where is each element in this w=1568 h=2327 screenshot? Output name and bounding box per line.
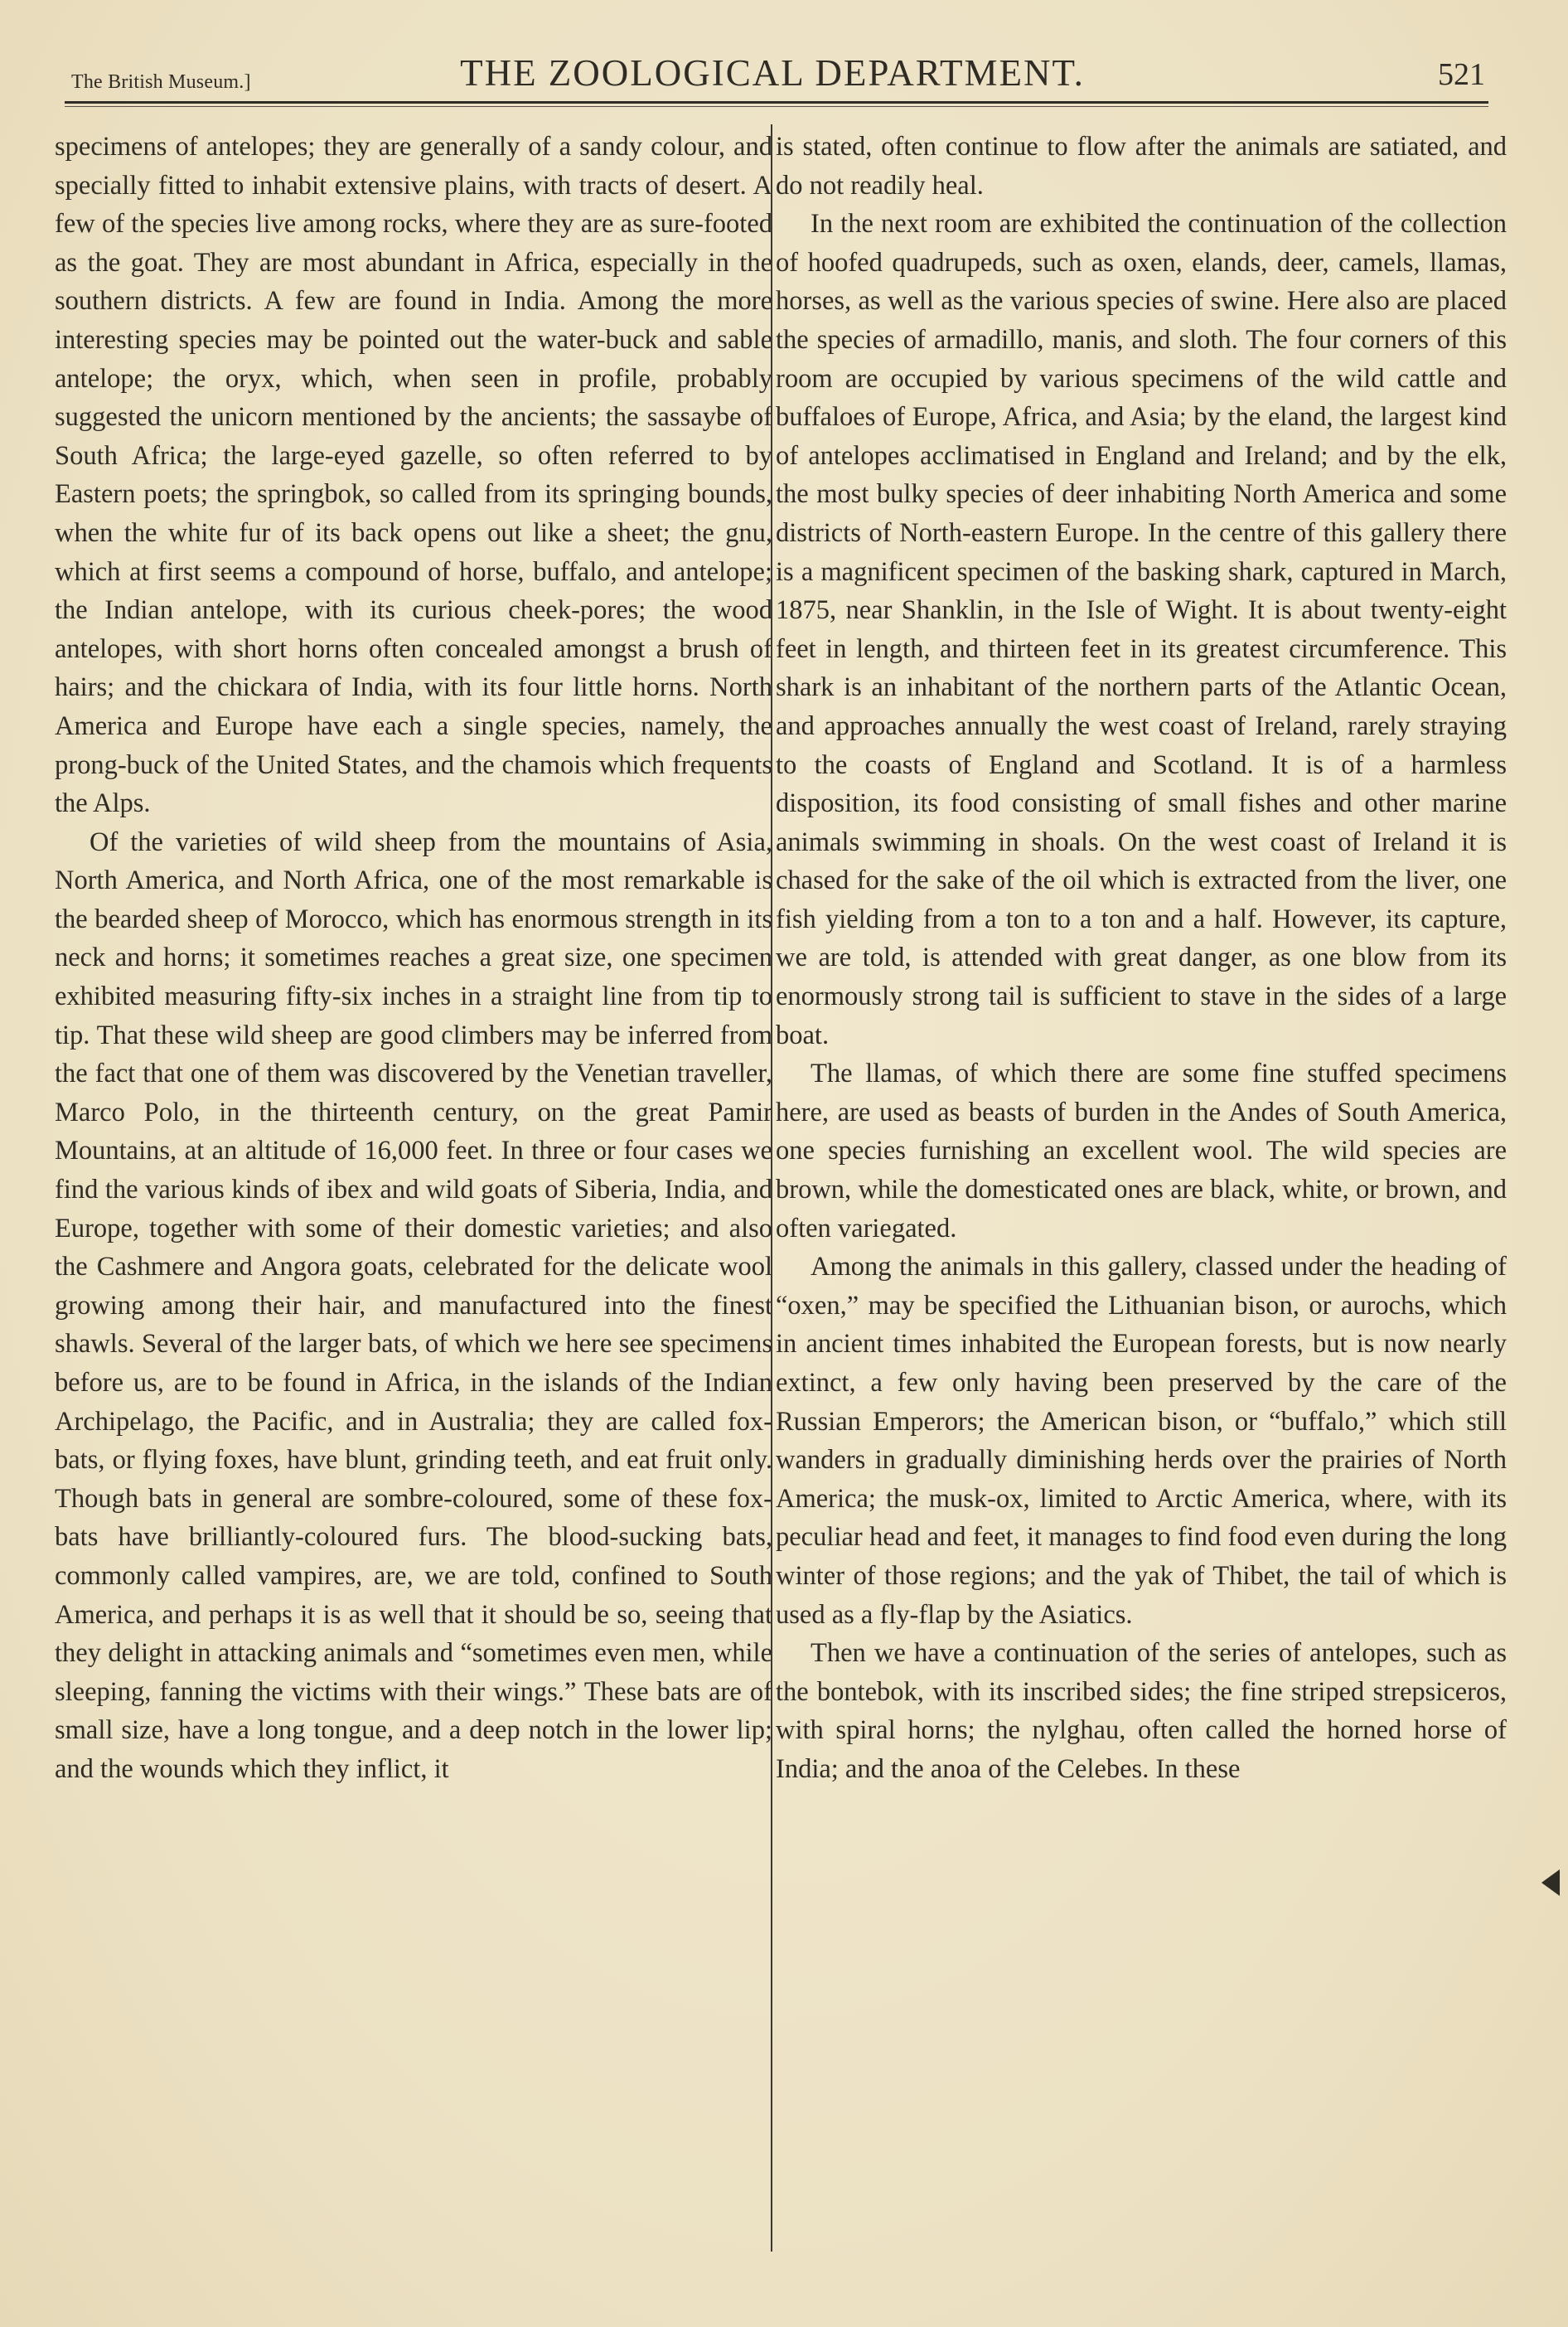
left-column <box>55 128 772 1789</box>
paragraph: specimens of antelopes; they are generally of a sandy colour, and specially fitted to inhabit extensive plains, with tracts of desert. A few of the species live among rocks, where they are as sure-footed as the goat. They are most abundant in Africa, especially in the southern districts. A few are found in India. Among the more interesting species may be pointed out the water-buck and sable antelope; the oryx, which, when seen in profile, probably suggested the unicorn mentioned by the ancients; the sassaybe of South Africa; the large-eyed gazelle, so often referred to by Eastern poets; the springbok, so called from its springing bounds, when the white fur of its back opens out like a sheet; the gnu, which at first seems a compound of horse, buffalo, and antelope; the Indian antelope, with its curious cheek-pores; the wood antelopes, with short horns often concealed amongst a brush of hairs; and the chickara of India, with its four little horns. North America and Europe have each a single species, namely, the prong-buck of the United States, and the chamois which frequents the Alps. <box>55 132 772 819</box>
header-rule-thin <box>65 106 1488 107</box>
paragraph: In the next room are exhibited the continuation of the collection of hoofed quadrupeds, such as oxen, elands, deer, camels, llamas, horses, as well as the various species of swine. Here also are placed the species of armadillo, manis, and sloth. The four corners of this room are occupied by various specimens of the wild cattle and buffaloes of Europe, Africa, and Asia; by the eland, the largest kind of antelopes acclimatised in England and Ireland; and by the elk, the most bulky species of deer inhabiting North America and some districts of North-eastern Europe. In the centre of this gallery there is a magnificent specimen of the basking shark, captured in March, 1875, near Shanklin, in the Isle of Wight. It is about twenty-eight feet in length, and thirteen feet in its greatest circumference. This shark is an inhabitant of the northern parts of the Atlantic Ocean, and approaches annually the west coast of Ireland, rarely straying to the coasts of England and Scotland. It is of a harmless disposition, its food consisting of small fishes and other marine animals swimming in shoals. On the west coast of Ireland it is chased for the sake of the oil which is extracted from the liver, one fish yielding from a ton to a ton and a half. However, its capture, we are told, is attended with great danger, as one blow from its enormously strong tail is sufficient to stave in the sides of a large boat. <box>776 209 1507 1050</box>
column-divider <box>771 124 772 2252</box>
margin-tab-icon <box>1541 1869 1560 1896</box>
right-column <box>776 128 1507 1789</box>
header-title: THE ZOOLOGICAL DEPARTMENT. <box>460 52 1085 94</box>
running-header <box>60 51 1485 101</box>
page-number: 521 <box>1438 57 1485 92</box>
paragraph: Of the varieties of wild sheep from the mountains of Asia, North America, and North Africa, one of the most remarkable is the bearded sheep of Morocco, which has enormous strength in its neck and horns; it sometimes reaches a great size, one specimen exhibited measuring fifty-six inches in a straight line from tip to tip. That these wild sheep are good climbers may be inferred from the fact that one of them was discovered by the Venetian traveller, Marco Polo, in the thirteenth century, on the great Pamir Mountains, at an altitude of 16,000 feet. In three or four cases we find the various kinds of ibex and wild goats of Siberia, India, and Europe, together with some of their domestic varieties; and also the Cashmere and Angora goats, celebrated for the delicate wool growing among their hair, and manufactured into the finest shawls. Several of the larger bats, of which we here see specimens before us, are to be found in Africa, in the islands of the Indian Archipelago, the Pacific, and in Australia; they are called fox-bats, or flying foxes, have blunt, grinding teeth, and eat fruit only. Though bats in general are sombre-coloured, some of these fox-bats have brilliantly-coloured furs. The blood-sucking bats, commonly called vampires, are, we are told, confined to South America, and perhaps it is as well that it should be so, seeing that they delight in attacking animals and “sometimes even men, while sleeping, fanning the victims with their wings.” These bats are of small size, have a long tongue, and a deep notch in the lower lip; and the wounds which they inflict, it <box>55 827 772 1784</box>
header-rule <box>65 101 1488 104</box>
paragraph: Among the animals in this gallery, classed under the heading of “oxen,” may be specified the Lithuanian bison, or aurochs, which in ancient times inhabited the European forests, but is now nearly extinct, a few only having been preserved by the care of the Russian Emperors; the American bison, or “buffalo,” which still wanders in gradually diminishing herds over the prairies of North America; the musk-ox, limited to Arctic America, where, with its peculiar head and feet, it manages to find food even during the long winter of those regions; and the yak of Thibet, the tail of which is used as a fly-flap by the Asiatics. <box>776 1252 1507 1630</box>
paragraph: The llamas, of which there are some fine stuffed specimens here, are used as beasts of burden in the Andes of South America, one species furnishing an excellent wool. The wild species are brown, while the domesticated ones are black, white, or brown, and often variegated. <box>776 1059 1507 1243</box>
paragraph: Then we have a continuation of the series of antelopes, such as the bontebok, with its inscribed sides; the fine striped strepsiceros, with spiral horns; the nylghau, often called the horned horse of India; and the anoa of the Celebes. In these <box>776 1638 1507 1784</box>
header-source: The British Museum.] <box>71 71 251 93</box>
paragraph: is stated, often continue to flow after the animals are satiated, and do not readily heal. <box>776 132 1507 201</box>
